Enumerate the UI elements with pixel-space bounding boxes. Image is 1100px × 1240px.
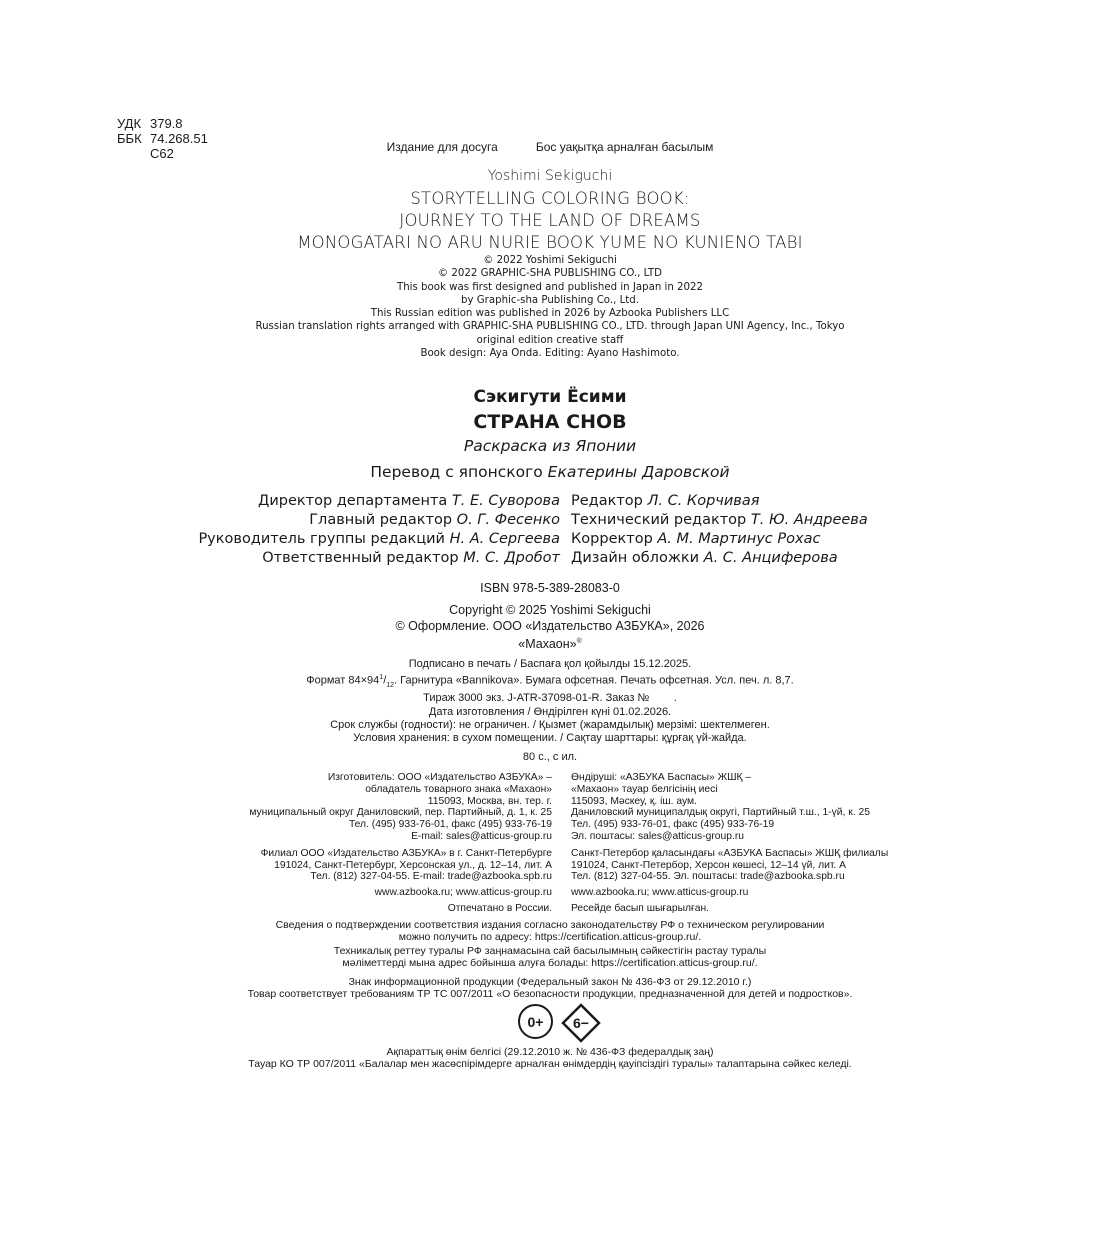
registered-mark: ® bbox=[576, 638, 582, 645]
leisure-kz: Бос уақытқа арналған басылым bbox=[535, 140, 714, 154]
author-sign-row: С62 bbox=[150, 146, 174, 161]
age-rating-diamond-label: 6− bbox=[573, 1015, 589, 1031]
russian-author: Сэкигути Ёсими bbox=[473, 387, 627, 407]
credit-line: This Russian edition was published in 2026 by Azbooka Publishers LLC bbox=[370, 308, 730, 320]
copyright-line: «Махаон»® bbox=[518, 637, 582, 652]
bbk-row: ББК 74.268.51 bbox=[117, 131, 208, 146]
information-product-sign-kz: Ақпараттық өнім белгісі (29.12.2010 ж. № 436-ФЗ федералдық заң) Тауар КО ТР 007/2011 «Балалар мен жасөспірімдерге арналған өнімдердің қауіпсіздігі туралы» талаптарына сәйкес келеді. bbox=[248, 1046, 852, 1071]
translator-name: Екатерины Даровской bbox=[547, 463, 730, 481]
english-title-line: STORYTELLING COLORING BOOK: bbox=[410, 189, 690, 208]
staff-entry: Корректор А. М. Мартинус Рохас bbox=[571, 531, 821, 547]
leisure-edition-label bbox=[0, 140, 1100, 154]
staff-entry: Ответственный редактор М. С. Дробот bbox=[262, 550, 560, 566]
credit-line: © 2022 Yoshimi Sekiguchi bbox=[483, 255, 617, 266]
staff-left-column bbox=[198, 492, 560, 568]
staff-entry: Технический редактор Т. Ю. Андреева bbox=[571, 512, 868, 528]
credit-line: by Graphic-sha Publishing Co., Ltd. bbox=[461, 294, 639, 306]
manufacturer-kz: Өндіруші: «АЗБУКА Баспасы» ЖШҚ – «Махаон» тауар белгісінің иесі 115093, Мәскеу, қ. іш. аум. Даниловский муниципалдық округі, Партийный т.ш., 1-үй, к. 25 Тел. (495) 933-76-01, факс (495) 933-76-19 Эл. поштасы: sales@atticus-group.ru Санкт-Петербор қаласындағы «АЗБУКА Баспасы» ЖШҚ филиалы 191024, Санкт-Петербор, Херсон көшесі, 12–14 үй, лит. А Тел. (812) 327-04-55. Эл. поштасы: trade@azbooka.spb.ru www.azbooka.ru; www.atticus-group.ru Ресейде басып шығарылған. bbox=[571, 772, 889, 914]
credit-line: Book design: Aya Onda. Editing: Ayano Hashimoto. bbox=[420, 348, 680, 360]
copyright-line: Copyright © 2025 Yoshimi Sekiguchi bbox=[449, 603, 651, 617]
credit-line: This book was first designed and published in Japan in 2022 bbox=[397, 281, 703, 293]
staff-entry: Директор департамента Т. Е. Суворова bbox=[258, 493, 560, 509]
copyright-line: © Оформление. ООО «Издательство АЗБУКА», 2026 bbox=[395, 618, 705, 633]
print-line: Дата изготовления / Өндірілген күні 01.02.2026. bbox=[428, 705, 672, 718]
translation-prefix: Перевод с японского bbox=[370, 463, 543, 481]
information-product-sign: Знак информационной продукции (Федеральный закон № 436-ФЗ от 29.12.2010 г.) Товар соответствует требованиям ТР ТС 007/2011 «О безопасности продукции, предназначенной для детей и подростков». bbox=[247, 976, 853, 1001]
staff-entry: Редактор Л. С. Корчивая bbox=[571, 493, 760, 509]
russian-subtitle: Раскраска из Японии bbox=[463, 437, 637, 455]
staff-entry: Руководитель группы редакций Н. А. Сергеева bbox=[198, 531, 560, 547]
certification-kz: Техникалық реттеу туралы РФ заңнамасына сай басылымның сәйкестігін растау туралы мәліметтерді мына адрес бойынша алуға болады: https://certification.atticus-group.ru/. bbox=[333, 945, 767, 970]
credit-line: Russian translation rights arranged with GRAPHIC-SHA PUBLISHING CO., LTD. through Japan UNI Agency, Inc., Tokyo bbox=[255, 321, 845, 333]
staff-entry: Дизайн обложки А. С. Анциферова bbox=[571, 550, 838, 566]
print-line: Условия хранения: в сухом помещении. / Сақтау шарттары: құрғақ үй-жайда. bbox=[353, 732, 747, 745]
print-line: Формат $84\times 94^1/_{12}$. Гарнитура «Bannikova». Бумага офсетная. Печать офсетная. Усл. печ. л. 8,7. bbox=[306, 674, 794, 690]
certification-ru: Сведения о подтверждении соответствия издания согласно законодательству РФ о техническом регулировании можно получить по адресу: https://certification.atticus-group.ru/. bbox=[275, 919, 825, 944]
udk-bbk-block bbox=[117, 116, 208, 161]
english-title bbox=[0, 188, 1100, 254]
print-line: Срок службы (годности): не ограничен. / Қызмет (жарамдылық) мерзімі: шектелмеген. bbox=[330, 719, 770, 732]
print-line: Подписано в печать / Баспаға қол қойылды 15.12.2025. bbox=[408, 658, 692, 670]
age-rating-circle-icon: 0+ bbox=[518, 1004, 553, 1039]
print-info bbox=[0, 658, 1100, 746]
credit-line: original edition creative staff bbox=[476, 334, 624, 346]
print-line: Тираж 3000 экз. J-ATR-37098-01-R. Заказ № . bbox=[423, 692, 677, 705]
pages-count: 80 с., с ил. bbox=[522, 751, 578, 763]
age-rating-diamond-icon bbox=[561, 1003, 601, 1043]
staff-right-column bbox=[571, 492, 868, 568]
udk-row: УДК 379.8 bbox=[117, 116, 183, 131]
copyright-block bbox=[0, 603, 1100, 653]
english-title-line: MONOGATARI NO ARU NURIE BOOK YUME NO KUNIENO TABI bbox=[297, 233, 803, 252]
manufacturer-ru: Изготовитель: ООО «Издательство АЗБУКА» – обладатель товарного знака «Махаон» 115093, Москва, вн. тер. г. муниципальный округ Даниловский, пер. Партийный, д. 1, к. 25 Тел. (495) 933-76-01, факс (495) 933-76-19 E-mail: sales@atticus-group.ru Филиал ООО «Издательство АЗБУКА» в г. Санкт-Петербурге 191024, Санкт-Петербург, Херсонская ул., д. 12–14, лит. А Тел. (812) 327-04-55. E-mail: trade@azbooka.spb.ru www.azbooka.ru; www.atticus-group.ru Отпечатано в России. bbox=[249, 772, 552, 914]
english-title-line: JOURNEY TO THE LAND OF DREAMS bbox=[399, 211, 701, 230]
staff-entry: Главный редактор О. Г. Фесенко bbox=[309, 512, 560, 528]
leisure-ru: Издание для досуга bbox=[386, 140, 498, 154]
credit-line: © 2022 GRAPHIC-SHA PUBLISHING CO., LTD bbox=[438, 268, 662, 280]
english-author: Yoshimi Sekiguchi bbox=[487, 168, 613, 184]
isbn: ISBN 978-5-389-28083-0 bbox=[480, 581, 620, 595]
russian-title: СТРАНА СНОВ bbox=[473, 411, 627, 433]
english-credits bbox=[0, 254, 1100, 360]
translator-line bbox=[0, 463, 1100, 481]
age-rating-badges bbox=[0, 1003, 1100, 1043]
